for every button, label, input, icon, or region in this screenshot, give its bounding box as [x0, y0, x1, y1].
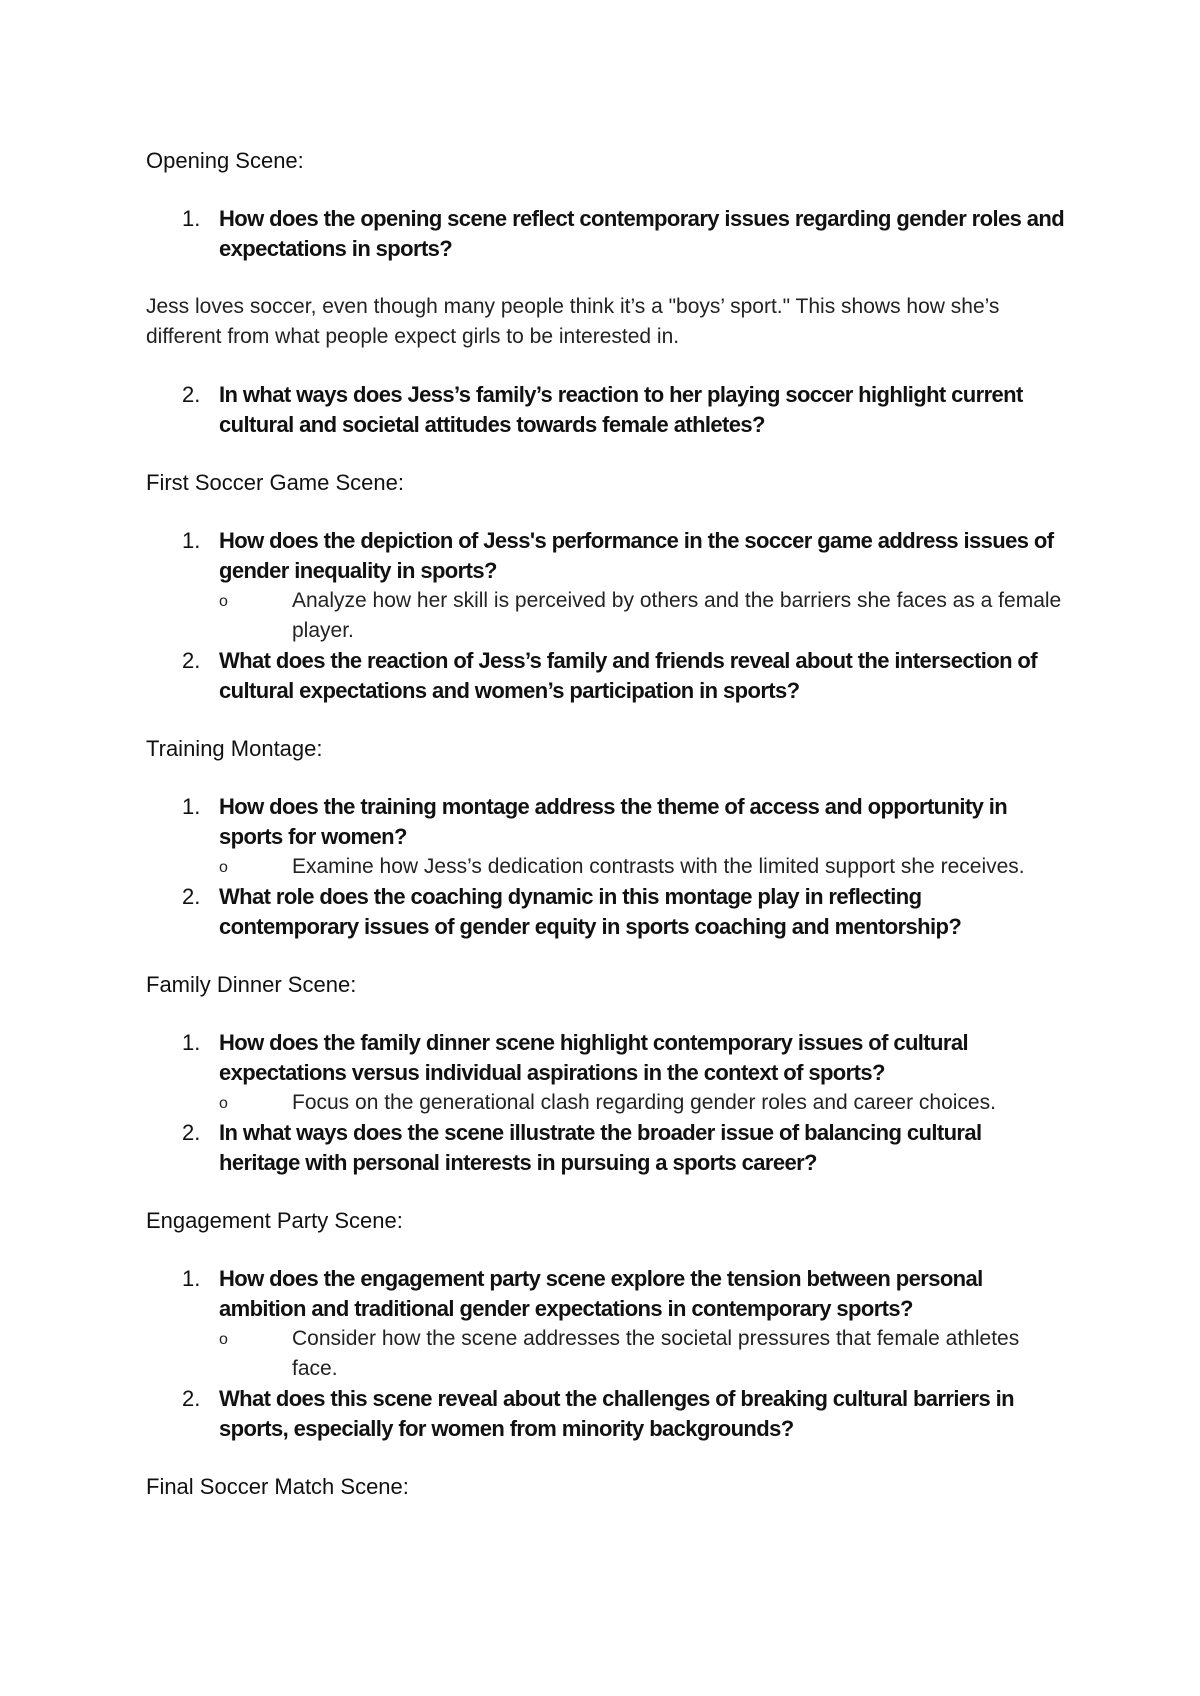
- question-number: 2.: [182, 884, 201, 909]
- question-number: 1.: [182, 1030, 201, 1055]
- question-number: 1.: [182, 1266, 201, 1291]
- question-item: [146, 646, 1066, 706]
- question-list: [146, 380, 1066, 440]
- section-heading-engagement-party: Engagement Party Scene:: [146, 1208, 403, 1233]
- sub-list: [219, 1324, 1066, 1384]
- sub-item: [219, 1088, 1066, 1118]
- section-heading-opening-scene: Opening Scene:: [146, 148, 304, 173]
- question-list: [146, 1264, 1066, 1444]
- question-text: How does the family dinner scene highlight contemporary issues of cultural expectations versus individual aspirations in the context of sports?: [219, 1030, 968, 1085]
- sub-item-text: Focus on the generational clash regarding gender roles and career choices.: [292, 1091, 996, 1114]
- question-item: [146, 882, 1066, 942]
- question-text: In what ways does the scene illustrate the broader issue of balancing cultural heritage with personal interests in pursuing a sports career?: [219, 1120, 982, 1175]
- sub-list: [219, 1088, 1066, 1118]
- question-text: What does the reaction of Jess’s family and friends reveal about the intersection of cultural expectations and women’s participation in sports?: [219, 648, 1037, 703]
- question-item: [146, 1264, 1066, 1384]
- sub-list: [219, 586, 1066, 646]
- section-heading-training-montage: Training Montage:: [146, 736, 323, 761]
- bullet-icon: o: [219, 1095, 228, 1112]
- question-number: 1.: [182, 528, 201, 553]
- sub-item: [219, 852, 1066, 882]
- sub-item-text: Examine how Jess’s dedication contrasts with the limited support she receives.: [292, 855, 1025, 878]
- section-heading-final-soccer-match: Final Soccer Match Scene:: [146, 1474, 409, 1499]
- sub-item: [219, 1324, 1066, 1384]
- question-list: [146, 1028, 1066, 1178]
- question-number: 2.: [182, 382, 201, 407]
- question-text: What does this scene reveal about the challenges of breaking cultural barriers in sports, especially for women from minority backgrounds?: [219, 1386, 1014, 1441]
- sub-item: [219, 586, 1066, 646]
- document-body: [146, 146, 1066, 1530]
- question-list: [146, 526, 1066, 706]
- question-item: [146, 1384, 1066, 1444]
- question-number: 2.: [182, 648, 201, 673]
- question-list: [146, 204, 1066, 264]
- sub-list: [219, 852, 1066, 882]
- section-heading-family-dinner: Family Dinner Scene:: [146, 972, 357, 997]
- question-text: How does the depiction of Jess's performance in the soccer game address issues of gender inequality in sports?: [219, 528, 1054, 583]
- bullet-icon: o: [219, 859, 228, 876]
- sub-item-text: Consider how the scene addresses the societal pressures that female athletes face.: [292, 1327, 1020, 1380]
- bullet-icon: o: [219, 1331, 228, 1348]
- question-text: How does the opening scene reflect contemporary issues regarding gender roles and expectations in sports?: [219, 206, 1065, 261]
- question-item: [146, 204, 1066, 264]
- question-text: What role does the coaching dynamic in this montage play in reflecting contemporary issues of gender equity in sports coaching and mentorship?: [219, 884, 962, 939]
- sub-item-text: Analyze how her skill is perceived by others and the barriers she faces as a female player.: [292, 589, 1062, 642]
- question-item: [146, 1118, 1066, 1178]
- question-list: [146, 792, 1066, 942]
- answer-paragraph: Jess loves soccer, even though many people think it’s a "boys’ sport." This shows how she’s different from what people expect girls to be interested in.: [146, 295, 1000, 348]
- question-item: [146, 1028, 1066, 1118]
- bullet-icon: o: [219, 593, 228, 610]
- question-number: 1.: [182, 794, 201, 819]
- section-heading-first-soccer-game: First Soccer Game Scene:: [146, 470, 404, 495]
- question-number: 1.: [182, 206, 201, 231]
- question-text: How does the training montage address the theme of access and opportunity in sports for women?: [219, 794, 1008, 849]
- question-item: [146, 380, 1066, 440]
- question-number: 2.: [182, 1386, 201, 1411]
- question-number: 2.: [182, 1120, 201, 1145]
- question-item: [146, 526, 1066, 646]
- question-text: In what ways does Jess’s family’s reaction to her playing soccer highlight current cultural and societal attitudes towards female athletes?: [219, 382, 1023, 437]
- question-text: How does the engagement party scene explore the tension between personal ambition and traditional gender expectations in contemporary sports?: [219, 1266, 983, 1321]
- question-item: [146, 792, 1066, 882]
